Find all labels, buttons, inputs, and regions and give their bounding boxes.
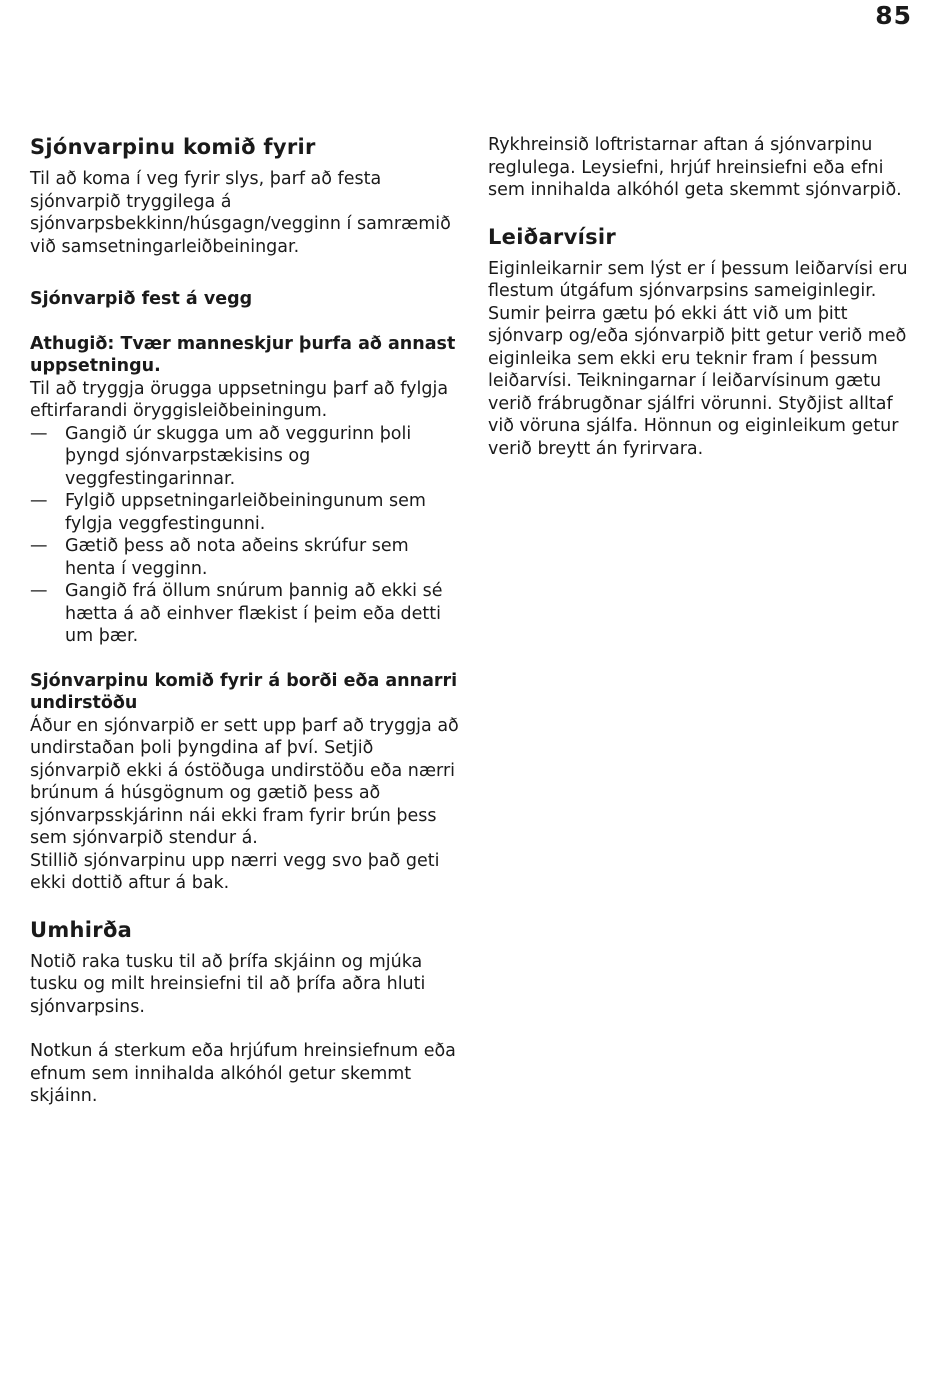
list-item: — Gangið úr skugga um að veggurinn þoli þyngd sjónvarpstækisins og veggfestingarinnar.	[30, 423, 460, 491]
table-placement-heading: Sjónvarpinu komið fyrir á borði eða annarri undirstöðu	[30, 670, 458, 713]
section-title-placement: Sjónvarpinu komið fyrir	[30, 135, 316, 159]
section-title-guide: Leiðarvísir	[488, 224, 617, 249]
page-number: 85	[875, 1, 912, 30]
placement-paragraph: Til að koma í veg fyrir slys, þarf að festa sjónvarpið tryggilega á sjónvarpsbekkinn/húsgagn/vegginn í samræmið við samsetningarleiðbeiningar.	[30, 169, 451, 257]
care-paragraph-2: Notkun á sterkum eða hrjúfum hreinsiefnum eða efnum sem innihalda alkóhól getur skemmt skjáinn.	[30, 1041, 456, 1106]
guide-paragraph: Eiginleikarnir sem lýst er í þessum leiðarvísi eru flestum útgáfum sjónvarpsins sameiginlegir. Sumir þeirra gætu þó ekki átt við um þitt sjónvarp og/eða sjónvarpið þitt getur verið með eiginleika sem ekki eru teknir fram í þessum leiðarvísi. Teikningarnar í leiðarvísinum gætu verið frábrugðnar sjálfri vörunni. Styðjist alltaf við vöruna sjálfa. Hönnun og eiginleikum getur verið breytt án fyrirvara.	[488, 258, 908, 459]
list-item: — Gætið þess að nota aðeins skrúfur sem henta í vegginn.	[30, 535, 460, 580]
right-column	[488, 134, 918, 460]
wall-mount-intro: Til að tryggja örugga uppsetningu þarf að fylgja eftirfarandi öryggisleiðbeiningum.	[30, 378, 449, 421]
care-continued-paragraph: Rykhreinsið loftristarnar aftan á sjónvarpinu reglulega. Leysiefni, hrjúf hreinsiefni eða efni sem innihalda alkóhól geta skemmt sjónvarpið.	[488, 135, 902, 200]
list-item: — Fylgið uppsetningarleiðbeiningunum sem fylgja veggfestingunni.	[30, 490, 460, 535]
table-placement-paragraph-2: Stillið sjónvarpinu upp nærri vegg svo það geti ekki dottið aftur á bak.	[30, 850, 440, 893]
wall-mount-note: Athugið: Tvær manneskjur þurfa að annast uppsetningu.	[30, 333, 456, 376]
table-placement-paragraph: Áður en sjónvarpið er sett upp þarf að tryggja að undirstaðan þoli þyngdina af því. Setjið sjónvarpið ekki á óstöðuga undirstöðu eða nærri brúnum á húsgögnum og gætið þess að sjónvarpsskjárinn nái ekki fram fyrir brún þess sem sjónvarpið stendur á.	[30, 715, 459, 848]
wall-mount-heading: Sjónvarpið fest á vegg	[30, 289, 253, 309]
left-column	[30, 134, 460, 1108]
wall-mount-list	[30, 423, 460, 648]
section-title-care: Umhirða	[30, 917, 133, 942]
care-paragraph: Notið raka tusku til að þrífa skjáinn og mjúka tusku og milt hreinsiefni til að þrífa aðra hluti sjónvarpsins.	[30, 951, 426, 1017]
list-item: — Gangið frá öllum snúrum þannig að ekki sé hætta á að einhver flækist í þeim eða detti um þær.	[30, 580, 460, 648]
